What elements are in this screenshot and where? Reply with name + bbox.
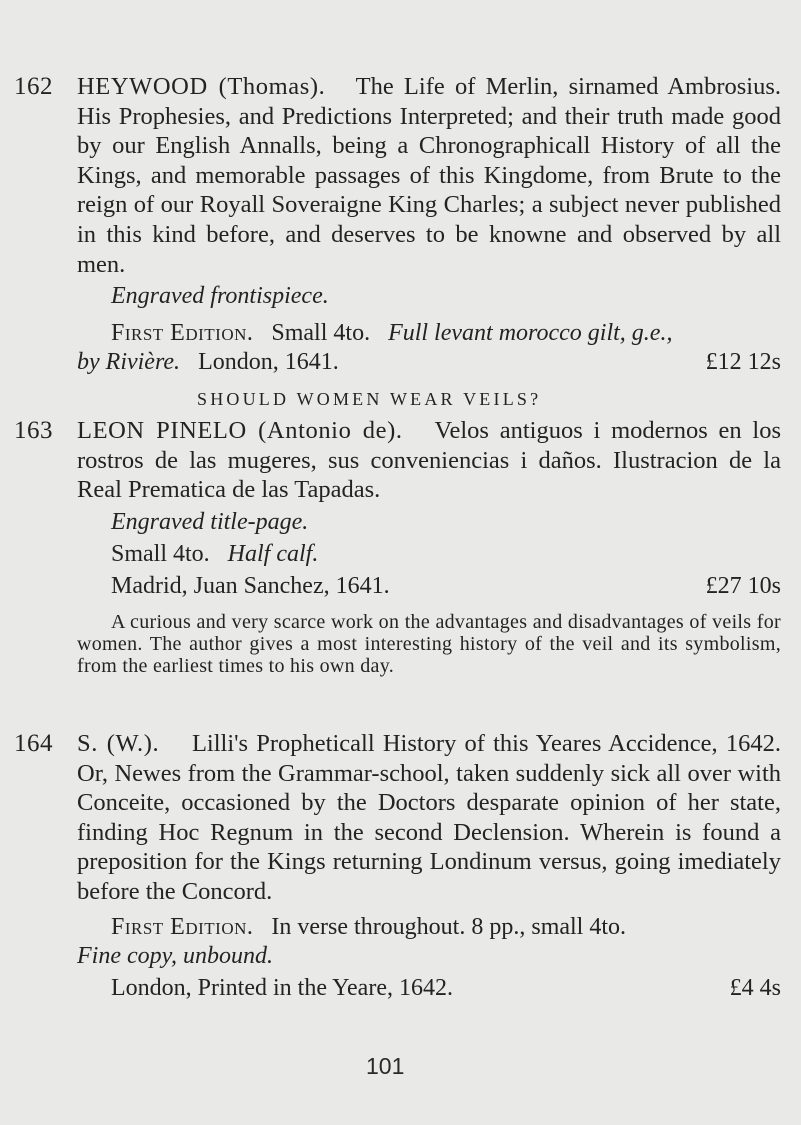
entry-author: S. (W.). bbox=[77, 730, 160, 757]
entry-price: £27 10s bbox=[705, 572, 781, 599]
entry-notes: A curious and very scarce work on the advantages and disadvantages of veils for women. The author gives a most interesting history of the veil and its symbolism, from the earliest times to his own day. bbox=[77, 610, 781, 677]
page-number: 101 bbox=[366, 1053, 405, 1079]
entry-imprint: Madrid, Juan Sanchez, 1641. bbox=[111, 572, 390, 599]
entry-binding: Full levant morocco gilt, g.e., bbox=[388, 320, 673, 347]
entry-edition: First Edition. bbox=[111, 913, 254, 940]
entry-imprint-line bbox=[77, 348, 781, 377]
entry-format: Small 4to. bbox=[271, 320, 371, 347]
entry-format: Small 4to. bbox=[111, 540, 210, 567]
entry-title-text: Velos antiguos i modernos en los rostros de las mugeres, sus conveniencias i daños. Ilustracion de la Real Prematica de las Tapadas. bbox=[77, 417, 781, 504]
entry-title-text: The Life of Merlin, sirnamed Ambrosius. His Prophesies, and Predictions Interpreted; and their truth made good by our English Annalls, being a Chronographicall History of all the Kings, and memorable passages of this Kingdome, from Brute to the reign of our Royall Soveraigne King Charles; a subject never published in this kind before, and deserves to be knowne and observed by all men. bbox=[77, 73, 781, 278]
entry-number: 164 bbox=[14, 730, 53, 757]
entry-author: HEYWOOD (Thomas). bbox=[77, 73, 326, 100]
entry-imprint: London, Printed in the Yeare, 1642. bbox=[111, 974, 453, 1001]
entry-condition: Fine copy, unbound. bbox=[77, 942, 273, 969]
entry-author: LEON PINELO (Antonio de). bbox=[77, 417, 403, 444]
entry-title bbox=[77, 72, 781, 279]
entry-format-line bbox=[77, 319, 781, 348]
entry-edition-line bbox=[77, 913, 781, 942]
entry-price: £4 4s bbox=[729, 974, 781, 1001]
entry-imprint-line bbox=[77, 572, 781, 601]
entry-format-line bbox=[77, 540, 781, 569]
entry-binding: Half calf. bbox=[227, 540, 319, 567]
entry-imprint-line bbox=[77, 974, 781, 1003]
entry-binder: by Rivière. bbox=[77, 349, 181, 376]
entry-number: 163 bbox=[14, 417, 53, 444]
section-heading: SHOULD WOMEN WEAR VEILS? bbox=[197, 389, 542, 409]
entry-title bbox=[77, 416, 781, 505]
entry-number: 162 bbox=[14, 73, 53, 100]
entry-illustration: Engraved frontispiece. bbox=[111, 283, 329, 310]
entry-title bbox=[77, 729, 781, 907]
entry-illustration: Engraved title-page. bbox=[111, 508, 309, 535]
entry-price: £12 12s bbox=[705, 349, 781, 376]
entry-title-text: Lilli's Propheticall History of this Yeares Accidence, 1642. Or, Newes from the Grammar-school, taken suddenly sick all over with Conceite, occasioned by the Doctors desparate opinion of her state, finding Hoc Regnum in the second Declension. Wherein is found a preposition for the Kings returning Londinum versus, going imediately before the Concord. bbox=[77, 730, 781, 905]
entry-edition: First Edition. bbox=[111, 320, 254, 347]
entry-collation: In verse throughout. 8 pp., small 4to. bbox=[271, 913, 627, 940]
entry-imprint: London, 1641. bbox=[198, 349, 339, 376]
